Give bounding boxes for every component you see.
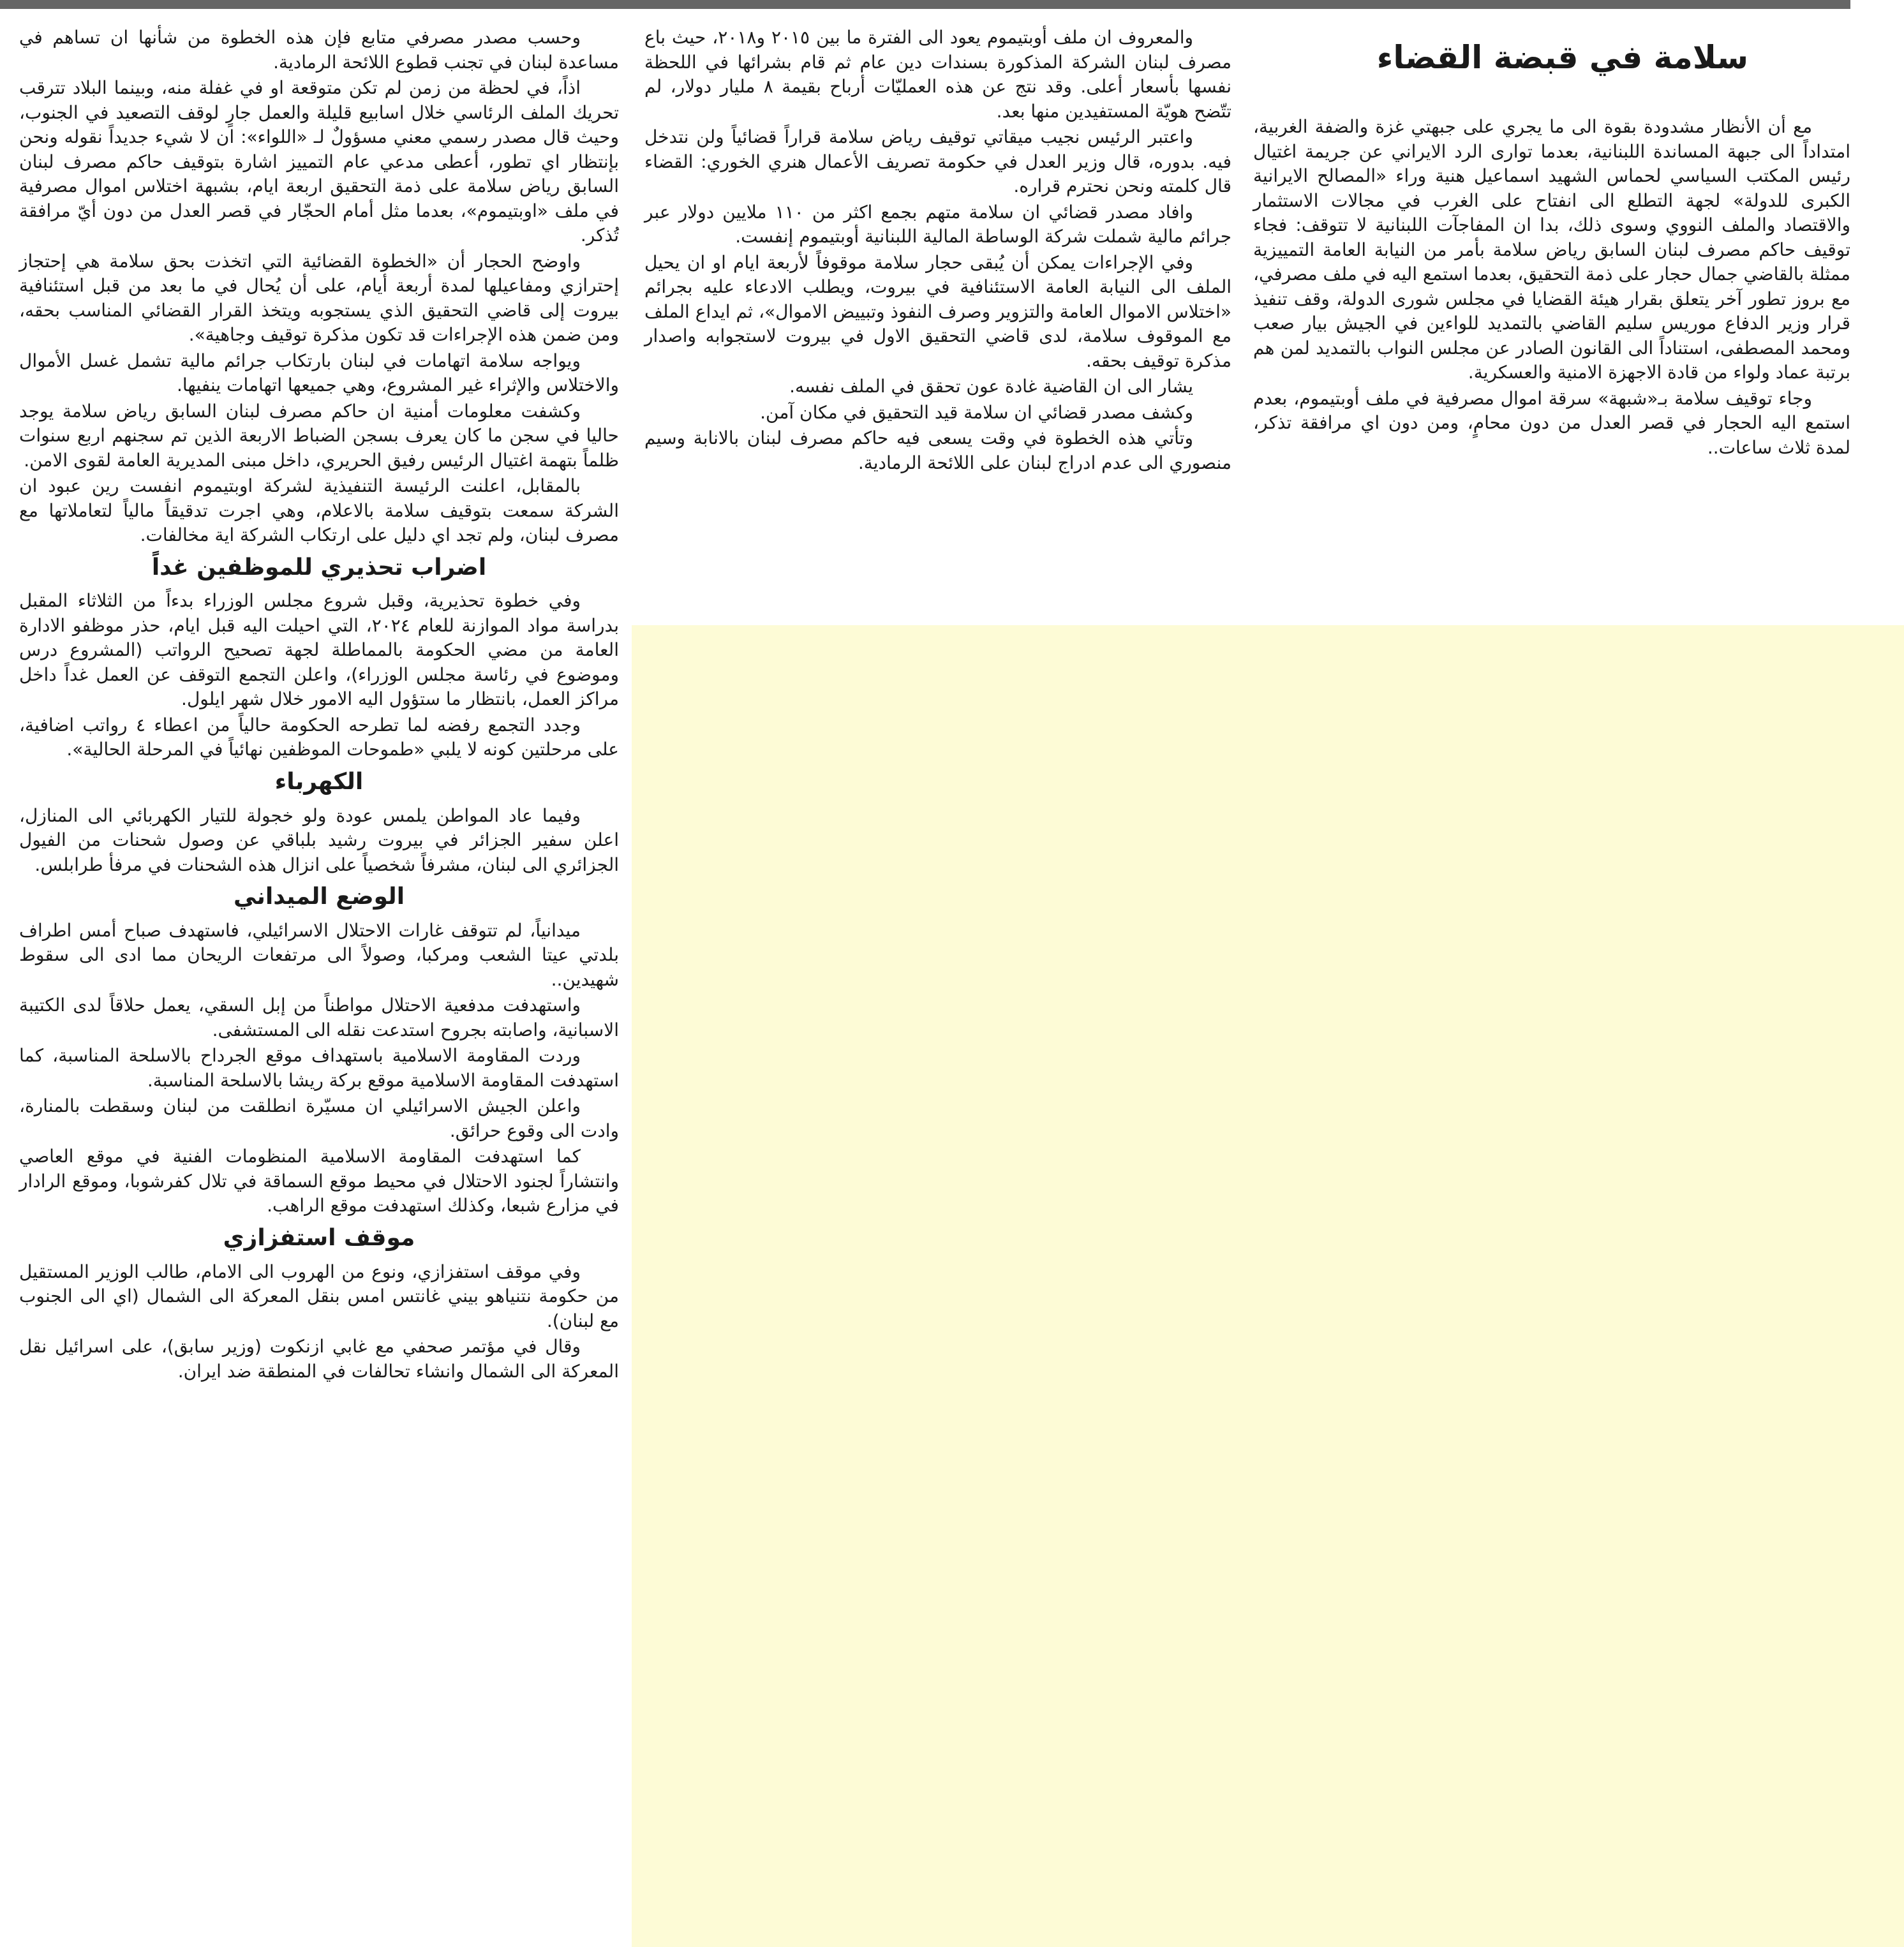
article-column-left bbox=[19, 26, 619, 1385]
paragraph: بالمقابل، اعلنت الرئيسة التنفيذية لشركة اوبتيموم انفست رين عبود ان الشركة سمعت بتوقيف سلامة بالاعلام، وهي اجرت تدقيقاً مالياً لتعاملاتها مع مصرف لبنان، ولم تجد اي دليل على ارتكاب الشركة اية مخالفات. bbox=[19, 475, 619, 545]
paragraph: اذاً، في لحظة من زمن لم تكن متوقعة او في غفلة منه، وبينما البلاد تترقب تحريك الملف الرئاسي خلال اسابيع قليلة والعمل جارٍ لوقف التصعيد في الجنوب، وحيث قال مصدر رسمي معني مسؤولٌ لـ «اللواء»: ان لا شيء جديداً نقوله ونحن بإنتظار اي تطور، أعطى مدعي عام التمييز اشارة بتوقيف حاكم مصرف لبنان السابق رياض سلامة على ذمة التحقيق اربعة ايام، بشبهة اختلاس اموال مصرفية في ملف «اوبتيموم»، بعدما مثل أمام الحجّار في قصر العدل من دون أيّ مرافقة تُذكر. bbox=[19, 77, 619, 246]
section-heading-electricity: الكهرباء bbox=[274, 768, 364, 795]
paragraph: واعتبر الرئيس نجيب ميقاتي توقيف رياض سلامة قراراً قضائياً ولن نتدخل فيه. بدوره، قال وزير العدل في حكومة تصريف الأعمال هنري الخوري: القضاء قال كلمته ونحن نحترم قراره. bbox=[644, 126, 1231, 196]
paragraph: واستهدفت مدفعية الاحتلال مواطناً من إبل السقي، يعمل حلاقاً لدى الكتيبة الاسبانية، واصابته بجروح استدعت نقله الى المستشفى. bbox=[19, 995, 619, 1040]
paragraph: مع أن الأنظار مشدودة بقوة الى ما يجري على جبهتي غزة والضفة الغربية، امتداداً الى جبهة المساندة اللبنانية، بعدما توارى الرد الايراني عن جريمة اغتيال رئيس المكتب السياسي لحماس الشهيد اسماعيل هنية وراء «المصالح الايرانية الكبرى للدولة» لجهة التطلع الى انفتاح على الغرب في مجالات الاستثمار والاقتصاد والملف النووي وسوى ذلك، بدا ان المفاجآت اللبنانية لا تتوقف: فجاء توقيف حاكم مصرف لبنان السابق رياض سلامة بأمر من النيابة العامة التمييزية ممثلة بالقاضي جمال حجار على ذمة التحقيق، بعدما استمع اليه في ملف مصرفي، مع بروز تطور آخر يتعلق بقرار هيئة القضايا في مجلس شورى الدولة، وقف تنفيذ قرار وزير الدفاع موريس سليم القاضي بالتمديد للواءين في الجيش بيار صعب ومحمد المصطفى، استناداً الى القانون الصادر عن مجلس النواب بالتمديد لمن هم برتبة عماد ولواء من قادة الاجهزة الامنية والعسكرية. bbox=[1253, 116, 1850, 383]
section-heading-field-situation: الوضع الميداني bbox=[233, 884, 405, 910]
top-rule bbox=[0, 0, 1850, 9]
paragraph: وفي موقف استفزازي، ونوع من الهروب الى الامام، طالب الوزير المستقيل من حكومة نتنياهو بيني غانتس امس بنقل المعركة الى الشمال (اي الى الجنوب مع لبنان). bbox=[19, 1261, 619, 1331]
advertisement-placeholder-area bbox=[632, 625, 1904, 1947]
paragraph: وتأتي هذه الخطوة في وقت يسعى فيه حاكم مصرف لبنان بالانابة وسيم منصوري الى عدم ادراج لبنان على اللائحة الرمادية. bbox=[644, 427, 1231, 473]
paragraph: ويواجه سلامة اتهامات في لبنان بارتكاب جرائم مالية تشمل غسل الأموال والاختلاس والإثراء غير المشروع، وهي جميعها اتهامات ينفيها. bbox=[19, 350, 619, 396]
paragraph: وافاد مصدر قضائي ان سلامة متهم بجمع اكثر من ١١٠ ملايين دولار عبر جرائم مالية شملت شركة الوساطة المالية اللبنانية أوبتيموم إنفست. bbox=[644, 201, 1231, 247]
article-column-middle bbox=[644, 26, 1231, 477]
paragraph: وجاء توقيف سلامة بـ«شبهة» سرقة اموال مصرفية في ملف أوبتيموم، بعدم استمع اليه الحجار في قصر العدل من دون محامٍ، ومن دون اي مرافقة تذكر، لمدة ثلاث ساعات.. bbox=[1253, 387, 1850, 458]
paragraph: وحسب مصدر مصرفي متابع فإن هذه الخطوة من شأنها ان تساهم في مساعدة لبنان في تجنب قطوع اللائحة الرمادية. bbox=[19, 27, 619, 73]
paragraph: واعلن الجيش الاسرائيلي ان مسيّرة انطلقت من لبنان وسقطت بالمنارة، وادت الى وقوع حرائق. bbox=[19, 1095, 619, 1141]
paragraph: وكشف مصدر قضائي ان سلامة قيد التحقيق في مكان آمن. bbox=[760, 401, 1193, 423]
paragraph: وفي الإجراءات يمكن أن يُبقى حجار سلامة موقوفاً لأربعة ايام او ان يحيل الملف الى النيابة العامة الاستئنافية في بيروت، ويطلب الادعاء عليه بجرائم «اختلاس الاموال العامة والتزوير وصرف النفوذ وتبييض الاموال»، ثم ايداع الملف مع الموقوف سلامة، لدى قاضي التحقيق الاول في بيروت لاستجوابه واصدار مذكرة توقيف بحقه. bbox=[644, 251, 1231, 371]
paragraph: واوضح الحجار أن «الخطوة القضائية التي اتخذت بحق سلامة هي إحتجاز إحترازي ومفاعيلها لمدة أربعة أيام، على أن يُحال في ما بعد من قبل استئنافية بيروت إلى قاضي التحقيق الذي يستجوبه ويتخذ القرار القضائي المناسب بحقه، ومن ضمن هذه الإجراءات قد تكون مذكرة توقيف وجاهية». bbox=[19, 250, 619, 345]
paragraph: والمعروف ان ملف أوبتيموم يعود الى الفترة ما بين ٢٠١٥ و٢٠١٨، حيث باع مصرف لبنان الشركة المذكورة بسندات دين عام ثم قام بشرائها في اللحظة نفسها بأسعار أعلى. وقد نتج عن هذه العمليّات أرباح بقيمة ٨ مليار دولار، لم تتّضح هويّة المستفيدين منها بعد. bbox=[644, 27, 1231, 122]
paragraph: وجدد التجمع رفضه لما تطرحه الحكومة حالياً من اعطاء ٤ رواتب اضافية، على مرحلتين كونه لا يلبي «طموحات الموظفين نهائياً في المرحلة الحالية». bbox=[19, 714, 619, 760]
article-column-right bbox=[1253, 32, 1850, 461]
paragraph: وقال في مؤتمر صحفي مع غابي ازنكوت (وزير سابق)، على اسرائيل نقل المعركة الى الشمال وانشاء تحالفات في المنطقة ضد ايران. bbox=[19, 1336, 619, 1382]
paragraph: ميدانياً، لم تتوقف غارات الاحتلال الاسرائيلي، فاستهدف صباح أمس اطراف بلدتي عيتا الشعب ومركبا، وصولاً الى مرتفعات الريحان مما ادى الى سقوط شهيدين.. bbox=[19, 919, 619, 990]
paragraph: يشار الى ان القاضية غادة عون تحقق في الملف نفسه. bbox=[789, 376, 1193, 397]
article-title: سلامة في قبضة القضاء bbox=[1376, 39, 1748, 76]
paragraph: كما استهدفت المقاومة الاسلامية المنظومات الفنية في موقع العاصي وانتشاراً لجنود الاحتلال في محيط موقع السماقة في تلال كفرشوبا، وموقع الرادار في مزارع شبعا، وكذلك استهدفت موقع الراهب. bbox=[19, 1146, 619, 1217]
paragraph: وفي خطوة تحذيرية، وقبل شروع مجلس الوزراء بدءاً من الثلاثاء المقبل بدراسة مواد الموازنة للعام ٢٠٢٤، التي احيلت اليه قبل ايام، حذر موظفو الادارة العامة من مضي الحكومة بالمماطلة لجهة تصحيح الرواتب (المشروع درس وموضوع في رئاسة مجلس الوزراء)، واعلن التجمع التوقف عن العمل غداً داخل مراكز العمل، بانتظار ما ستؤول اليه الامور خلال شهر ايلول. bbox=[19, 590, 619, 710]
section-heading-provocative-stance: موقف استفزازي bbox=[223, 1224, 415, 1251]
section-heading-strike: اضراب تحذيري للموظفين غداً bbox=[151, 554, 487, 581]
paragraph: وفيما عاد المواطن يلمس عودة ولو خجولة للتيار الكهربائي الى المنازل، اعلن سفير الجزائر في بيروت رشيد بلباقي عن وصول شحنات من الفيول الجزائري الى لبنان، مشرفاً شخصياً على انزال هذه الشحنات في مرفأ طرابلس. bbox=[19, 804, 619, 875]
paragraph: وردت المقاومة الاسلامية باستهداف موقع الجرداح بالاسلحة المناسبة، كما استهدفت المقاومة الاسلامية موقع بركة ريشا بالاسلحة المناسبة. bbox=[19, 1045, 619, 1091]
paragraph: وكشفت معلومات أمنية ان حاكم مصرف لبنان السابق رياض سلامة يوجد حاليا في سجن ما كان يعرف بسجن الضباط الاربعة الذين تم سجنهم اربع سنوات ظلماً بتهمة اغتيال الرئيس رفيق الحريري، داخل مبنى المديرية العامة لقوى الامن. bbox=[19, 400, 619, 471]
